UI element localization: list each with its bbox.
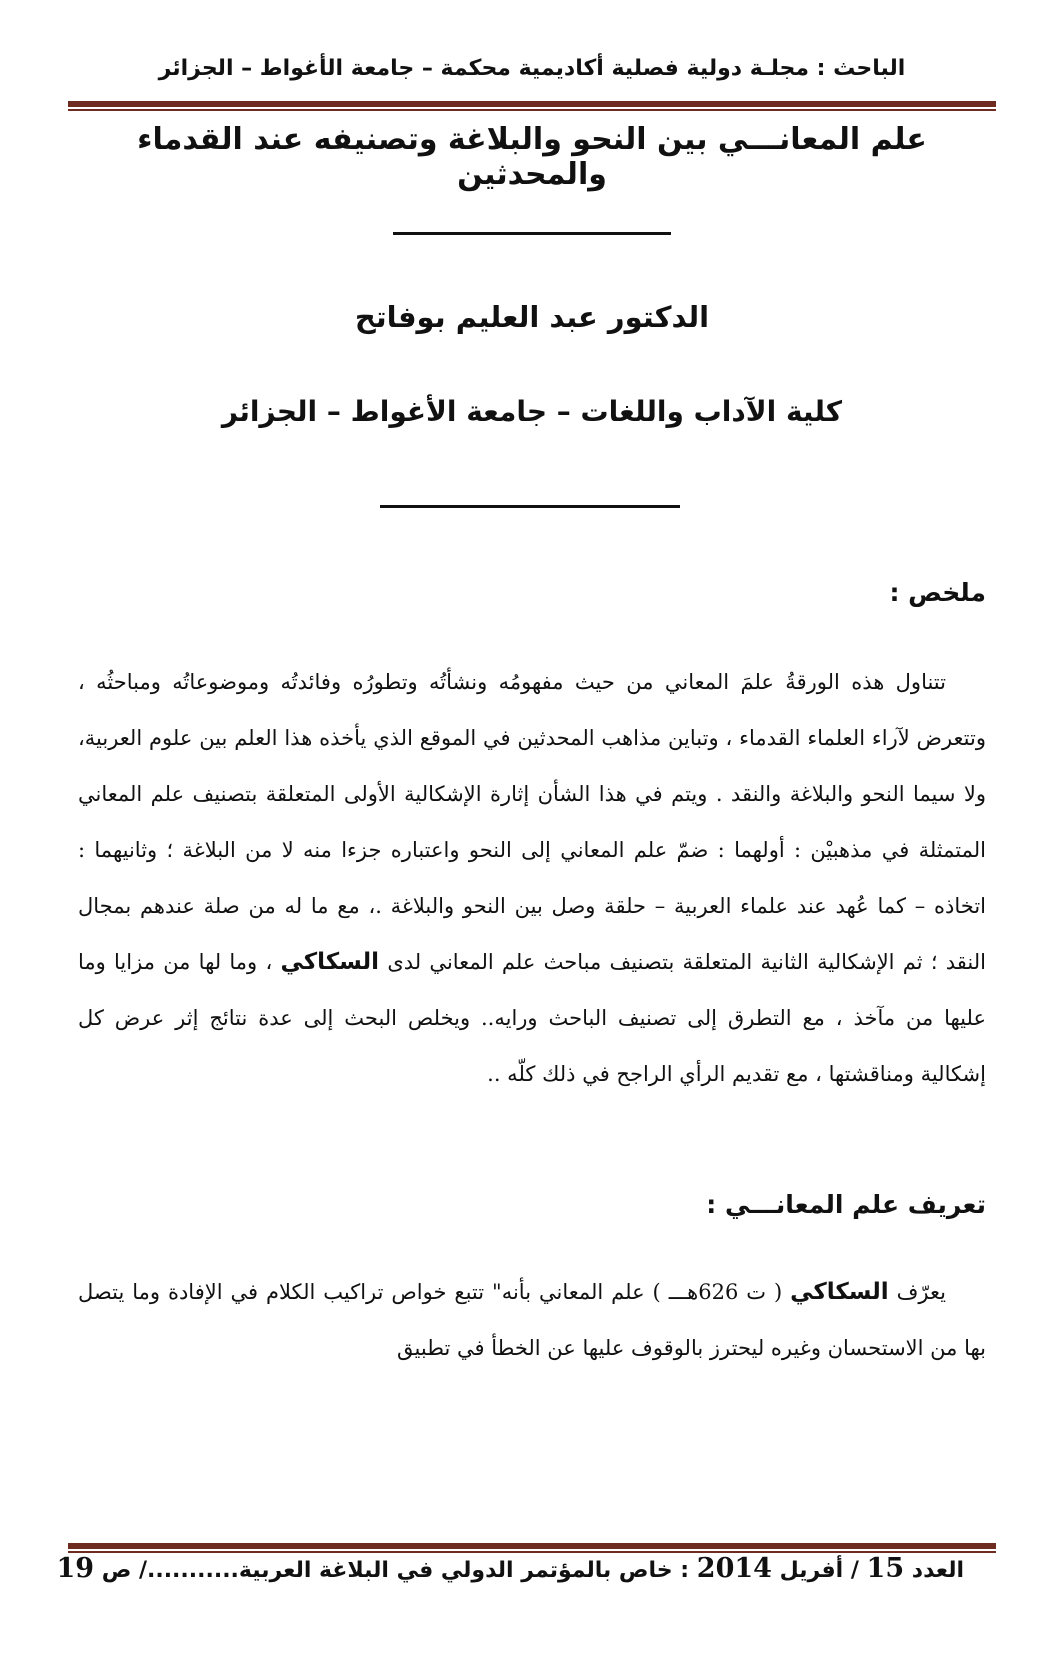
header-rule <box>68 101 996 111</box>
footer-special-issue: : خاص بالمؤتمر الدولي في البلاغة العربية.........../ ص <box>101 1558 690 1583</box>
title-separator <box>393 232 671 235</box>
page-footer <box>56 1553 964 1584</box>
abstract-emphasized-name: السكاكي <box>280 949 380 975</box>
abstract-paragraph <box>78 654 986 1102</box>
abstract-heading: ملخص : <box>889 578 986 607</box>
footer-issue-label: العدد <box>911 1558 964 1583</box>
footer-slash: / <box>850 1558 859 1583</box>
footer-year: 2014 <box>696 1553 772 1584</box>
footer-page-number: 19 <box>56 1553 95 1584</box>
author-name: الدكتور عبد العليم بوفاتح <box>354 300 710 334</box>
affiliation-separator <box>380 505 680 508</box>
author-affiliation: كلية الآداب واللغات – جامعة الأغواط – الجزائر <box>221 395 843 428</box>
definition-emphasized-name: السكاكي <box>790 1279 889 1305</box>
article-title: علم المعانـــي بين النحو والبلاغة وتصنيفه عند القدماء والمحدثين <box>137 122 927 192</box>
definition-heading: تعريف علم المعانـــي : <box>706 1190 986 1219</box>
definition-lead-word: يعرّف <box>896 1280 946 1304</box>
definition-paragraph <box>78 1264 986 1376</box>
footer-rule <box>68 1543 996 1553</box>
abstract-text-part-2: ، وما لها من مزايا وما عليها من مآخذ ، مع التطرق إلى تصنيف الباحث ورايه.. ويخلص البحث إلى عدة نتائج إثر عرض كل إشكالية ومناقشتها ، مع تقديم الرأي الراجح في ذلك كلّه .. <box>78 950 986 1086</box>
footer-issue-number: 15 <box>866 1553 905 1584</box>
definition-text: ( ت 626هـــ ) علم المعاني بأنه" تتبع خواص تراكيب الكلام في الإفادة وما يتصل بها من الاستحسان وغيره ليحترز بالوقوف عليها عن الخطأ في تطبيق <box>78 1280 986 1360</box>
abstract-text-part-1: تتناول هذه الورقةُ علمَ المعاني من حيث مفهومُه ونشأتُه وتطورُه وفائدتُه وموضوعاتُه ومباحثُه ، وتتعرض لآراء العلماء القدماء ، وتباين مذاهب المحدثين في الموقع الذي يأخذه هذا العلم بين علوم العربية، ولا سيما النحو والبلاغة والنقد . ويتم في هذا الشأن إثارة الإشكالية الأولى المتعلقة بتصنيف علم المعاني المتمثلة في مذهبيْن : أولهما : ضمّ علم المعاني إلى النحو واعتباره جزءا منه لا من البلاغة ؛ وثانيهما : اتخاذه – كما عُهد عند علماء العربية – حلقة وصل بين النحو والبلاغة .، مع ما له من صلة عندهم بمجال النقد ؛ ثم الإشكالية الثانية المتعلقة بتصنيف مباحث علم المعاني لدى <box>78 670 986 974</box>
running-header: الباحث : مجلـة دولية فصلية أكاديمية محكمة – جامعة الأغواط – الجزائر <box>158 56 906 81</box>
footer-month: أفريل <box>779 1558 844 1583</box>
